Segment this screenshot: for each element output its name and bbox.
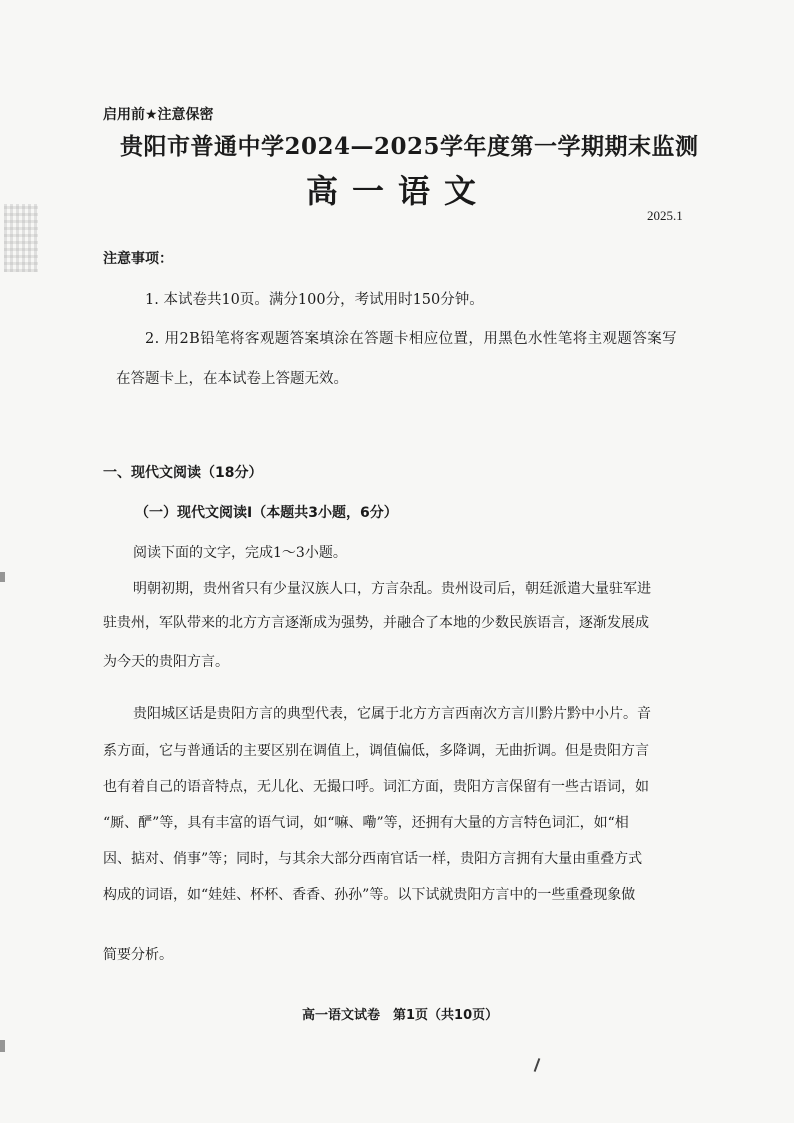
passage-line: 驻贵州，军队带来的北方方言逐渐成为强势，并融合了本地的少数民族语言，逐渐发展成 bbox=[103, 615, 649, 631]
passage-line: 简要分析。 bbox=[103, 947, 173, 963]
passage-line: 因、掂对、俏事”等；同时，与其余大部分西南官话一样，贵阳方言拥有大量由重叠方式 bbox=[103, 851, 643, 867]
passage-line: 明朝初期，贵州省只有少量汉族人口，方言杂乱。贵州设司后，朝廷派遣大量驻军进 bbox=[133, 581, 651, 597]
passage-line: 为今天的贵阳方言。 bbox=[103, 654, 229, 670]
subsection-title: （一）现代文阅读Ⅰ（本题共3小题，6分） bbox=[135, 505, 398, 521]
exam-title: 贵阳市普通中学2024—2025学年度第一学期期末监测 bbox=[120, 133, 699, 160]
scan-edge-mark bbox=[0, 1040, 5, 1052]
section-title: 一、现代文阅读（18分） bbox=[103, 465, 263, 481]
passage-line: 构成的词语，如“娃娃、杯杯、香香、孙孙”等。以下试就贵阳方言中的一些重叠现象做 bbox=[103, 887, 636, 903]
passage-line: 也有着自己的语音特点，无儿化、无撮口呼。词汇方面，贵阳方言保留有一些古语词，如 bbox=[103, 779, 649, 795]
passage-line: 贵阳城区话是贵阳方言的典型代表，它属于北方方言西南次方言川黔片黔中小片。音 bbox=[133, 706, 651, 722]
note-item: 1. 本试卷共10页。满分100分，考试用时150分钟。 bbox=[145, 292, 484, 308]
subject-title: 高一语文 bbox=[306, 172, 491, 210]
qr-code-fragment bbox=[4, 204, 38, 272]
note-item: 在答题卡上，在本试卷上答题无效。 bbox=[116, 371, 348, 387]
exam-date: 2025.1 bbox=[647, 208, 683, 223]
scan-edge-mark bbox=[0, 572, 5, 582]
notes-heading: 注意事项： bbox=[103, 251, 173, 267]
note-item: 2. 用2B铅笔将客观题答案填涂在答题卡相应位置，用黑色水性笔将主观题答案写 bbox=[145, 331, 678, 347]
confidential-stamp: 启用前★注意保密 bbox=[103, 107, 214, 123]
page-footer: 高一语文试卷 第1页（共10页） bbox=[302, 1008, 499, 1023]
passage-line: “厮、酽”等，具有丰富的语气词，如“嘛、嘞”等，还拥有大量的方言特色词汇，如“相 bbox=[103, 815, 629, 831]
passage-line: 系方面，它与普通话的主要区别在调值上，调值偏低，多降调，无曲折调。但是贵阳方言 bbox=[103, 743, 649, 759]
reading-instruction: 阅读下面的文字，完成1～3小题。 bbox=[133, 545, 347, 561]
pen-mark bbox=[534, 1058, 541, 1072]
